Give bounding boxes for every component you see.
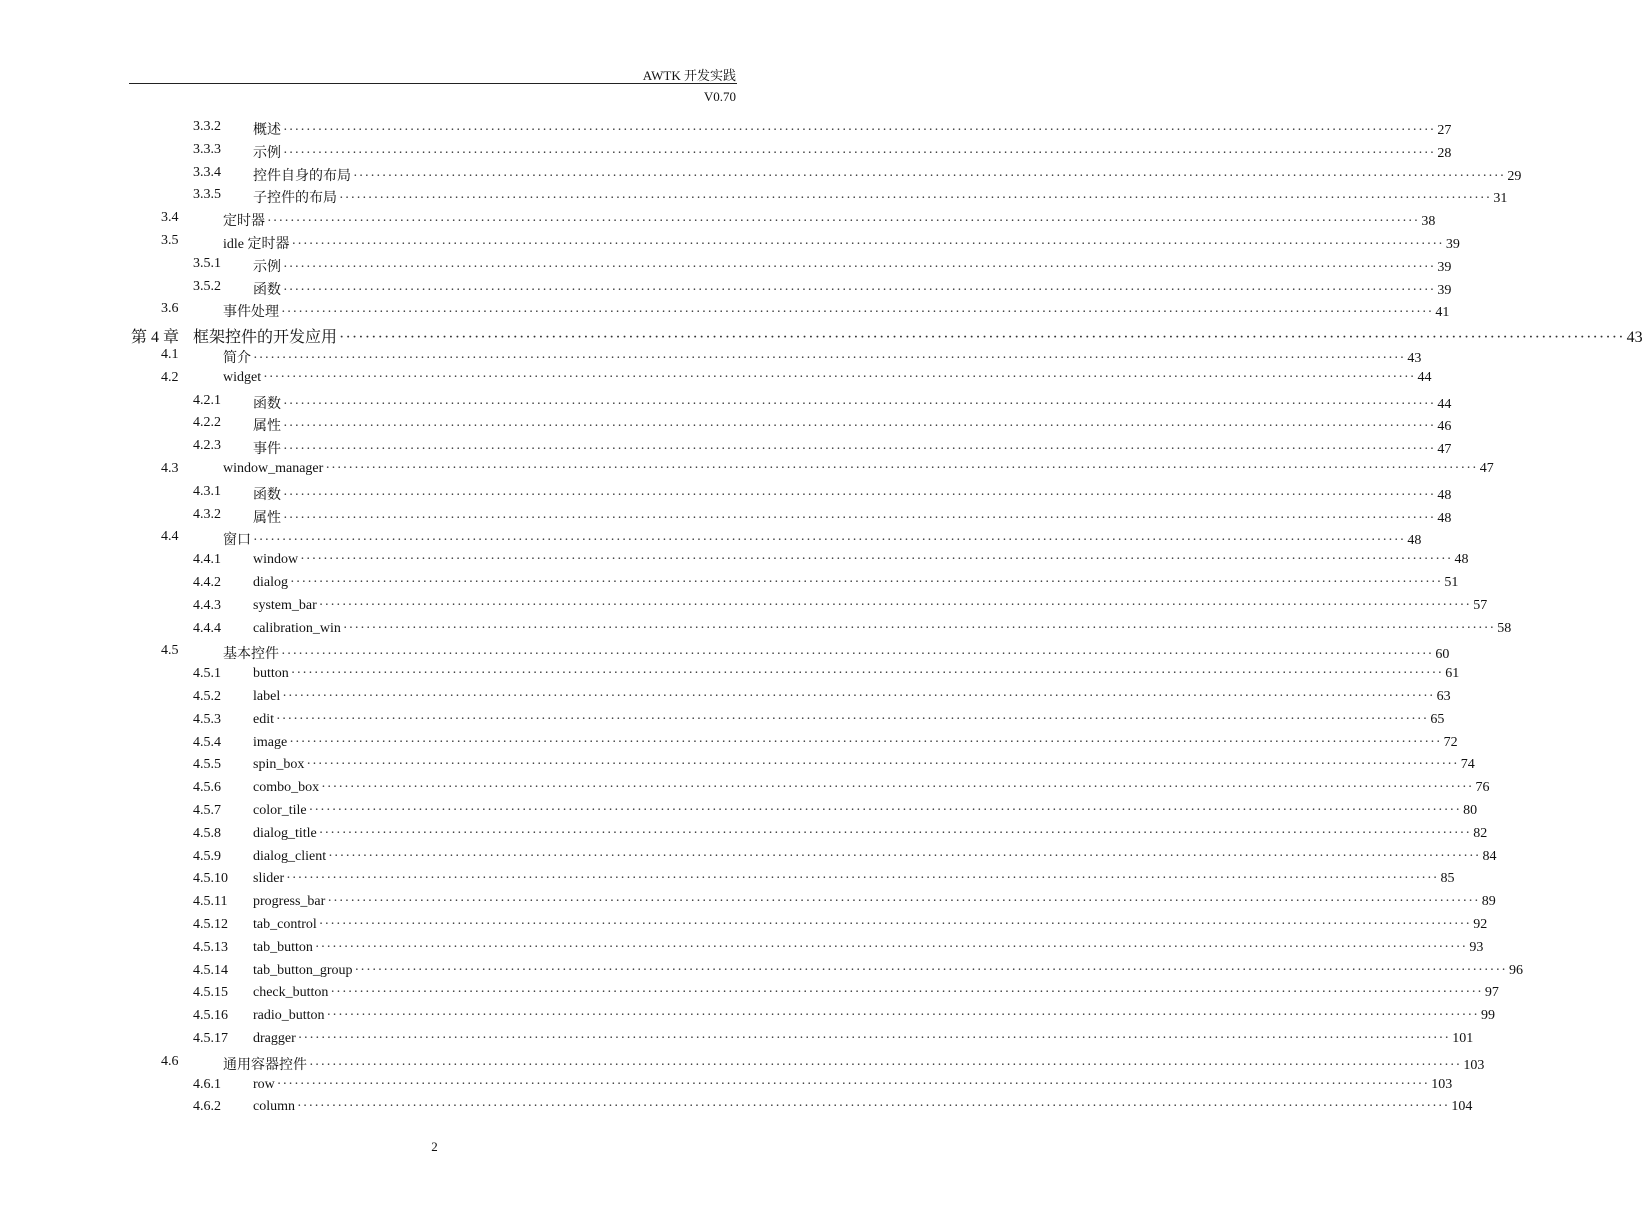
toc-entry-body	[253, 507, 1452, 527]
toc-entry-body	[253, 438, 1452, 458]
toc-entry-page: 58	[1497, 620, 1512, 636]
toc-leader-dots: ········································································································································································································	[353, 168, 1506, 184]
toc-entry-body	[253, 871, 1455, 887]
toc-entry-page: 80	[1463, 803, 1478, 818]
toc-leader-dots: ········································································································································································································	[267, 214, 1420, 230]
toc-entry-body	[253, 1099, 1473, 1115]
page-number: 2	[431, 1139, 438, 1154]
toc-entry-number: 3.5.2	[193, 278, 221, 294]
toc-entry-title: 通用容器控件	[223, 1057, 307, 1073]
toc-entry-page: 47	[1437, 442, 1452, 458]
toc-entry-title: 窗口	[223, 533, 251, 549]
toc-subsection-row[interactable]	[0, 506, 1452, 527]
header-rule	[129, 83, 737, 84]
toc-entry-title: calibration_win	[253, 620, 341, 636]
toc-entry-page: 43	[1407, 351, 1422, 366]
toc-entry-body	[253, 620, 1512, 637]
toc-entry-number: 4.4.1	[193, 552, 221, 568]
toc-entry-page: 39	[1445, 237, 1460, 252]
toc-entry-number: 第 4 章	[131, 329, 180, 347]
toc-leader-dots: ········································································································································································································	[314, 939, 1468, 955]
toc-entry-body	[253, 666, 1460, 682]
toc-entry-page: 61	[1445, 666, 1460, 682]
toc-entry-page: 84	[1482, 848, 1497, 864]
toc-entry-body	[223, 347, 1422, 367]
toc-leader-dots: ········································································································································································································	[297, 1099, 1450, 1115]
toc-section-row[interactable]	[0, 1053, 1485, 1074]
toc-entry-page: 41	[1435, 305, 1450, 321]
toc-subsection-row[interactable]	[0, 917, 1488, 937]
toc-leader-dots: ········································································································································································································	[253, 533, 1406, 549]
toc-leader-dots: ········································································································································································································	[339, 191, 1492, 207]
toc-entry-page: 28	[1437, 145, 1452, 161]
toc-entry-number: 4.4.3	[193, 597, 221, 613]
toc-entry-page: 39	[1437, 259, 1452, 275]
toc-entry-number: 4.3	[161, 461, 179, 476]
toc-entry-number: 4.5.12	[193, 917, 228, 932]
toc-entry-title: system_bar	[253, 597, 317, 613]
toc-entry-page: 38	[1421, 214, 1436, 230]
toc-subsection-row[interactable]	[0, 1076, 1453, 1097]
toc-subsection-row[interactable]	[0, 894, 1496, 914]
toc-entry-title: edit	[253, 711, 274, 727]
toc-leader-dots: ········································································································································································································	[308, 803, 1462, 818]
toc-entry-title: 子控件的布局	[253, 191, 337, 207]
toc-leader-dots: ········································································································································································································	[253, 351, 1406, 366]
toc-entry-title: tab_control	[253, 917, 317, 932]
toc-entry-number: 3.5.1	[193, 255, 221, 271]
toc-entry-title: 示例	[253, 145, 281, 161]
toc-entry-page: 44	[1437, 396, 1452, 412]
toc-entry-number: 4.5.14	[193, 962, 228, 978]
toc-entry-title: 属性	[253, 510, 281, 526]
toc-entry-number: 4.5.13	[193, 939, 228, 955]
toc-entry-body	[253, 894, 1496, 910]
toc-entry-number: 4.5.6	[193, 780, 221, 796]
toc-entry-body	[253, 1031, 1474, 1047]
toc-leader-dots: ········································································································································································································	[321, 780, 1474, 796]
toc-entry-body	[253, 165, 1522, 185]
toc-entry-body	[223, 233, 1460, 253]
toc-entry-title: 函数	[253, 487, 281, 503]
toc-leader-dots: ········································································································································································································	[290, 575, 1443, 590]
toc-entry-title: 示例	[253, 259, 281, 275]
toc-entry-body	[223, 643, 1450, 663]
toc-subsection-row[interactable]	[0, 1031, 1474, 1051]
toc-entry-page: 103	[1463, 1057, 1485, 1073]
toc-leader-dots: ········································································································································································································	[291, 237, 1444, 252]
toc-leader-dots: ········································································································································································································	[283, 396, 1436, 412]
toc-entry-page: 48	[1454, 552, 1469, 568]
toc-entry-page: 93	[1469, 939, 1484, 955]
toc-entry-body	[253, 962, 1523, 979]
toc-entry-number: 4.5.7	[193, 803, 221, 818]
toc-section-row[interactable]	[0, 347, 1422, 367]
toc-entry-number: 4.4.4	[193, 620, 221, 636]
toc-leader-dots: ········································································································································································································	[297, 1031, 1451, 1046]
toc-entry-title: 函数	[253, 396, 281, 412]
toc-entry-page: 85	[1440, 871, 1455, 887]
toc-subsection-row[interactable]	[0, 483, 1452, 504]
toc-entry-number: 4.2	[161, 369, 179, 385]
toc-entry-number: 4.5.16	[193, 1008, 228, 1024]
toc-entry-body	[223, 210, 1436, 230]
toc-entry-body	[253, 825, 1488, 842]
toc-entry-page: 39	[1437, 282, 1452, 298]
toc-entry-number: 4.5.4	[193, 734, 221, 750]
toc-entry-number: 4.6	[161, 1053, 179, 1069]
toc-entry-number: 4.5.1	[193, 666, 221, 682]
toc-entry-title: spin_box	[253, 757, 305, 773]
toc-entry-page: 96	[1508, 962, 1523, 978]
toc-subsection-row[interactable]	[0, 597, 1488, 618]
toc-leader-dots: ········································································································································································································	[339, 329, 1625, 347]
toc-subsection-row[interactable]	[0, 119, 1452, 139]
toc-entry-body	[253, 803, 1478, 819]
toc-chapter-row[interactable]	[0, 324, 1643, 347]
toc-subsection-row[interactable]	[0, 711, 1445, 732]
toc-entry-number: 4.5.11	[193, 894, 228, 910]
toc-entry-body	[253, 711, 1445, 728]
toc-entry-number: 4.4.2	[193, 575, 221, 590]
running-header-title: AWTK 开发实践	[642, 68, 736, 83]
toc-leader-dots: ········································································································································································································	[318, 917, 1472, 932]
toc-entry-body	[253, 415, 1452, 435]
toc-leader-dots: ········································································································································································································	[326, 1008, 1479, 1024]
toc-entry-page: 99	[1480, 1008, 1495, 1024]
toc-entry-body	[253, 119, 1452, 139]
toc-entry-title: 事件	[253, 442, 281, 458]
toc-leader-dots: ········································································································································································································	[309, 1057, 1462, 1073]
toc-entry-number: 3.4	[161, 210, 179, 226]
toc-entry-body	[253, 757, 1475, 773]
toc-entry-number: 3.3.2	[193, 119, 221, 134]
toc-entry-page: 27	[1437, 123, 1452, 138]
toc-entry-number: 3.3.3	[193, 141, 221, 157]
toc-section-row[interactable]	[0, 461, 1494, 481]
toc-leader-dots: ········································································································································································································	[263, 369, 1416, 385]
toc-entry-page: 89	[1481, 894, 1496, 910]
toc-subsection-row[interactable]	[0, 985, 1499, 1005]
toc-leader-dots: ········································································································································································································	[289, 734, 1442, 750]
toc-subsection-row[interactable]	[0, 438, 1452, 458]
toc-entry-body	[253, 279, 1452, 299]
toc-entry-number: 4.5.3	[193, 711, 221, 727]
toc-entry-body	[253, 985, 1499, 1001]
toc-leader-dots: ········································································································································································································	[283, 487, 1436, 503]
toc-subsection-row[interactable]	[0, 187, 1508, 207]
toc-leader-dots: ········································································································································································································	[283, 259, 1436, 275]
toc-entry-number: 4.1	[161, 347, 179, 362]
toc-entry-body	[253, 917, 1488, 933]
toc-section-row[interactable]	[0, 301, 1450, 321]
toc-section-row[interactable]	[0, 210, 1436, 230]
toc-entry-number: 3.5	[161, 233, 179, 248]
toc-leader-dots: ········································································································································································································	[354, 962, 1507, 978]
toc-subsection-row[interactable]	[0, 734, 1458, 755]
toc-entry-number: 4.5.17	[193, 1031, 228, 1046]
toc-entry-body	[253, 393, 1452, 413]
toc-entry-body	[253, 484, 1452, 504]
toc-entry-page: 48	[1437, 487, 1452, 503]
toc-subsection-row[interactable]	[0, 552, 1469, 572]
toc-entry-title: 事件处理	[223, 305, 279, 321]
toc-entry-body	[223, 529, 1422, 549]
toc-subsection-row[interactable]	[0, 939, 1484, 960]
toc-leader-dots: ········································································································································································································	[283, 442, 1436, 458]
toc-entry-number: 4.5	[161, 643, 179, 659]
toc-entry-body	[193, 324, 1643, 347]
toc-entry-body	[253, 1076, 1453, 1093]
toc-section-row[interactable]	[0, 369, 1432, 390]
toc-entry-page: 51	[1444, 575, 1459, 590]
toc-entry-title: row	[253, 1076, 275, 1092]
toc-entry-title: 框架控件的开发应用	[193, 329, 338, 347]
toc-entry-body	[253, 939, 1484, 956]
toc-entry-page: 29	[1507, 168, 1522, 184]
toc-entry-title: window_manager	[223, 461, 324, 476]
toc-entry-number: 4.6.2	[193, 1099, 221, 1115]
toc-entry-title: button	[253, 666, 289, 682]
toc-entry-body	[223, 461, 1494, 477]
toc-section-row[interactable]	[0, 643, 1450, 663]
toc-leader-dots: ········································································································································································································	[283, 510, 1436, 526]
toc-entry-number: 4.5.8	[193, 825, 221, 841]
toc-entry-body	[253, 256, 1452, 276]
toc-entry-page: 46	[1437, 419, 1452, 435]
toc-subsection-row[interactable]	[0, 962, 1523, 983]
toc-leader-dots: ········································································································································································································	[283, 419, 1436, 435]
toc-entry-page: 48	[1437, 510, 1452, 526]
toc-entry-page: 63	[1436, 689, 1451, 704]
toc-subsection-row[interactable]	[0, 757, 1475, 777]
toc-entry-body	[253, 734, 1458, 751]
toc-leader-dots: ········································································································································································································	[276, 711, 1429, 727]
toc-subsection-row[interactable]	[0, 666, 1460, 686]
toc-entry-title: widget	[223, 369, 262, 385]
toc-entry-page: 76	[1475, 780, 1490, 796]
toc-leader-dots: ········································································································································································································	[330, 985, 1483, 1001]
toc-entry-title: 属性	[253, 419, 281, 435]
toc-leader-dots: ········································································································································································································	[306, 757, 1459, 773]
toc-entry-page: 65	[1430, 711, 1445, 727]
toc-entry-page: 74	[1460, 757, 1475, 773]
toc-leader-dots: ········································································································································································································	[318, 825, 1472, 841]
toc-entry-number: 4.3.2	[193, 506, 221, 522]
toc-subsection-row[interactable]	[0, 1099, 1473, 1119]
toc-entry-title: image	[253, 734, 288, 750]
toc-entry-body	[253, 1008, 1495, 1024]
toc-entry-title: 函数	[253, 282, 281, 298]
toc-entry-title: idle 定时器	[223, 237, 290, 252]
toc-entry-body	[223, 369, 1432, 386]
toc-entry-number: 4.2.1	[193, 392, 221, 408]
toc-leader-dots: ········································································································································································································	[286, 871, 1439, 887]
toc-entry-page: 57	[1473, 597, 1488, 613]
toc-entry-title: slider	[253, 871, 285, 887]
toc-entry-title: column	[253, 1099, 295, 1115]
toc-subsection-row[interactable]	[0, 803, 1478, 823]
toc-leader-dots: ········································································································································································································	[281, 647, 1434, 663]
toc-entry-number: 3.3.5	[193, 187, 221, 203]
toc-entry-page: 92	[1473, 917, 1488, 932]
toc-entry-title: 定时器	[223, 214, 265, 230]
toc-entry-title: radio_button	[253, 1008, 325, 1024]
toc-subsection-row[interactable]	[0, 255, 1452, 276]
toc-entry-number: 4.2.3	[193, 438, 221, 454]
toc-subsection-row[interactable]	[0, 164, 1522, 185]
toc-entry-page: 47	[1479, 461, 1494, 476]
toc-leader-dots: ········································································································································································································	[342, 620, 1496, 636]
toc-entry-page: 72	[1443, 734, 1458, 750]
toc-entry-title: color_tile	[253, 803, 307, 818]
toc-entry-page: 97	[1484, 985, 1499, 1001]
toc-entry-body	[253, 187, 1508, 207]
toc-entry-body	[223, 1054, 1485, 1074]
toc-entry-title: dialog_client	[253, 848, 327, 864]
toc-leader-dots: ········································································································································································································	[325, 461, 1478, 476]
toc-leader-dots: ········································································································································································································	[318, 597, 1472, 613]
toc-entry-title: 简介	[223, 351, 251, 366]
toc-entry-number: 4.5.2	[193, 689, 221, 704]
toc-subsection-row[interactable]	[0, 141, 1452, 162]
running-header-version: V0.70	[703, 89, 736, 104]
toc-entry-title: label	[253, 689, 281, 704]
toc-entry-body	[253, 575, 1459, 591]
toc-entry-number: 4.4	[161, 529, 179, 545]
toc-entry-page: 44	[1417, 369, 1432, 385]
toc-subsection-row[interactable]	[0, 848, 1497, 869]
toc-entry-number: 3.6	[161, 301, 179, 317]
toc-entry-title: 基本控件	[223, 647, 279, 663]
toc-entry-title: progress_bar	[253, 894, 326, 910]
toc-entry-body	[253, 552, 1469, 568]
toc-leader-dots: ········································································································································································································	[283, 282, 1436, 298]
toc-entry-body	[253, 848, 1497, 865]
toc-subsection-row[interactable]	[0, 620, 1512, 641]
toc-entry-number: 4.3.1	[193, 483, 221, 499]
toc-leader-dots: ········································································································································································································	[283, 123, 1436, 138]
toc-entry-title: 控件自身的布局	[253, 168, 351, 184]
toc-entry-page: 48	[1407, 533, 1422, 549]
toc-entry-title: tab_button	[253, 939, 313, 955]
toc-entry-title: check_button	[253, 985, 329, 1001]
toc-subsection-row[interactable]	[0, 780, 1490, 800]
toc-entry-number: 3.3.4	[193, 164, 221, 180]
toc-entry-title: dragger	[253, 1031, 296, 1046]
toc-entry-title: 概述	[253, 123, 281, 138]
toc-entry-title: dialog_title	[253, 825, 317, 841]
toc-subsection-row[interactable]	[0, 871, 1455, 891]
toc-entry-number: 4.5.5	[193, 757, 221, 773]
toc-leader-dots: ········································································································································································································	[282, 689, 1435, 704]
toc-entry-number: 4.2.2	[193, 415, 221, 431]
toc-entry-body	[253, 142, 1452, 162]
toc-subsection-row[interactable]	[0, 1008, 1495, 1028]
toc-leader-dots: ········································································································································································································	[283, 145, 1436, 161]
toc-entry-page: 43	[1626, 329, 1643, 347]
toc-entry-body	[253, 689, 1451, 705]
toc-entry-number: 4.5.10	[193, 871, 228, 887]
toc-entry-number: 4.6.1	[193, 1076, 221, 1092]
toc-entry-page: 104	[1451, 1099, 1473, 1115]
toc-subsection-row[interactable]	[0, 825, 1488, 846]
toc-section-row[interactable]	[0, 233, 1460, 253]
toc-entry-title: window	[253, 552, 299, 568]
toc-leader-dots: ········································································································································································································	[281, 305, 1434, 321]
toc-subsection-row[interactable]	[0, 392, 1452, 413]
toc-entry-page: 31	[1493, 191, 1508, 207]
toc-entry-title: tab_button_group	[253, 962, 353, 978]
toc-entry-number: 4.5.9	[193, 848, 221, 864]
toc-leader-dots: ········································································································································································································	[276, 1076, 1430, 1092]
toc-subsection-row[interactable]	[0, 415, 1452, 435]
toc-leader-dots: ········································································································································································································	[327, 894, 1480, 910]
toc-subsection-row[interactable]	[0, 575, 1459, 595]
toc-leader-dots: ········································································································································································································	[300, 552, 1453, 568]
toc-leader-dots: ········································································································································································································	[290, 666, 1444, 682]
toc-entry-page: 101	[1452, 1031, 1474, 1046]
toc-leader-dots: ········································································································································································································	[328, 848, 1481, 864]
toc-entry-body	[223, 301, 1450, 321]
toc-entry-title: dialog	[253, 575, 288, 590]
toc-entry-title: combo_box	[253, 780, 320, 796]
toc-entry-number: 4.5.15	[193, 985, 228, 1001]
toc-section-row[interactable]	[0, 529, 1422, 549]
toc-entry-body	[253, 780, 1490, 796]
toc-entry-page: 60	[1435, 647, 1450, 663]
toc-subsection-row[interactable]	[0, 278, 1452, 299]
toc-entry-page: 82	[1473, 825, 1488, 841]
toc-entry-body	[253, 597, 1488, 614]
toc-entry-page: 103	[1431, 1076, 1453, 1092]
toc-subsection-row[interactable]	[0, 689, 1451, 709]
